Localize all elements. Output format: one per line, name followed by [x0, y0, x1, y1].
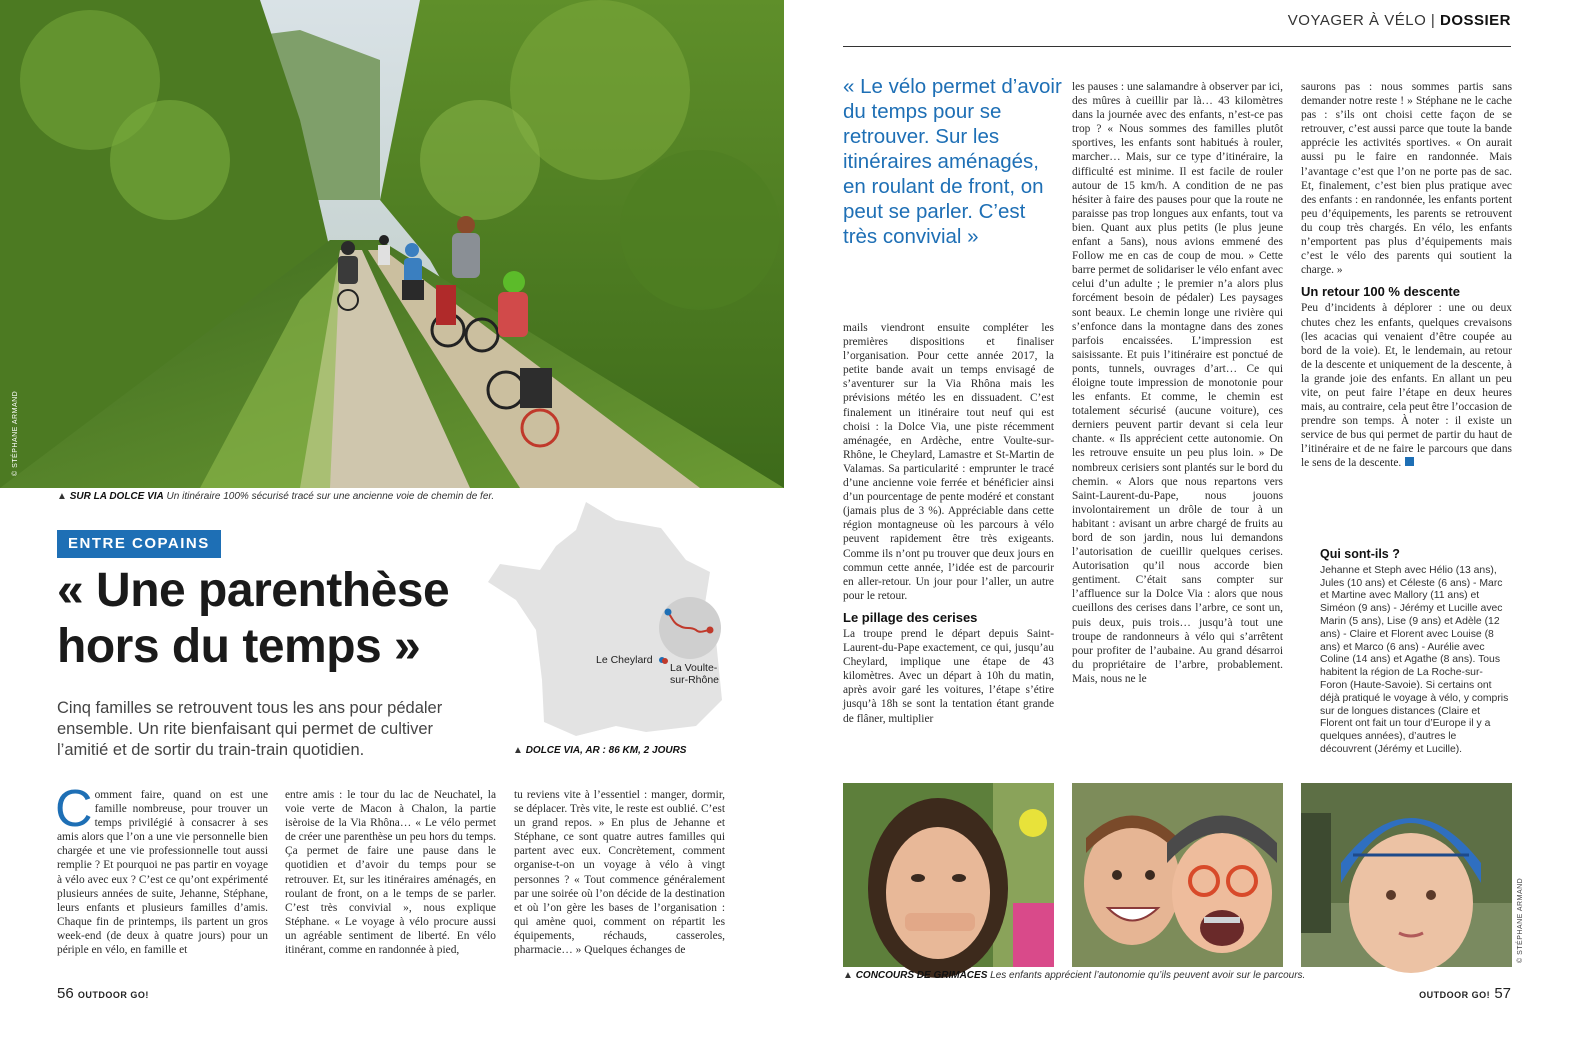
boys-faces-illustration	[1072, 783, 1283, 967]
photo-grimace-2	[1072, 783, 1283, 967]
running-header	[1288, 12, 1511, 29]
map-caption	[513, 745, 686, 756]
subhead-cherries: Le pillage des cerises	[843, 609, 978, 625]
column-4-text-b: La troupe prend le départ depuis Saint-Laurent-du-Pape exactement, ce qui, jusqu’au Cheylard, implique une étape de 43 kilomètres. Avec un départ à 10h du matin, après avoir garé les voitures, l’étape s’étire jusqu’à 18h se sont la tentation étant grande de flâner, multiplier	[843, 627, 1054, 725]
page-number-right: 57	[1494, 985, 1511, 1002]
article-headline: « Une parenthèse hors du temps »	[57, 564, 450, 673]
map-caption-label: DOLCE VIA, AR : 86 KM, 2 JOURS	[525, 745, 687, 756]
girl-helmet-illustration	[1301, 783, 1512, 967]
header-separator: |	[1430, 12, 1436, 29]
column-2-text: entre amis : le tour du lac de Neuchatel, la voie verte de Macon à Chalon, la partie isèroise de la Via Rhôna… « Le vélo permet de créer une parenthèse un peu hors du temps. Ça permet de faire une pause dans le quotidien et d’avoir du temps pour se retrouver. Et, sur les itinéraires aménagés, en roulant de front, on a le temps de se parler. C’est très convivial », nous explique Stéphane. « Le voyage à vélo procure aussi un agréable sentiment de liberté. En vélo itinérant, comme en randonnée à pied,	[285, 789, 496, 957]
magazine-name-right: OUTDOOR GO!	[1419, 990, 1491, 1000]
pull-quote: « Le vélo permet d’avoir du temps pour se retrouver. Sur les itinéraires aménagés, en roulant de front, on peut se parler. C’est très convivial »	[843, 75, 1062, 248]
who-text: Jehanne et Steph avec Hélio (13 ans), Jules (10 ans) et Céleste (6 ans) - Marc et Martine avec Mallory (11 ans) et Siméon (9 ans) - Jérémy et Lucille avec Marin (5 ans), Lise (9 ans) et Adèle (12 ans) - Claire et Florent avec Louise (8 ans) et Marco (6 ans) - Aurélie avec Coline (14 ans) et Agathe (8 ans). Tous habitent la région de La Roche-sur-Foron (Haute-Savoie). Si certains ont déjà pratiqué le voyage à vélo, y compris sur de longues distances (Claire et Florent ont fait un tour d’Europe il y a quelques années), d’autres le découvrent (Jérémy et Lucille).	[1320, 564, 1509, 755]
hero-photo	[0, 0, 784, 488]
column-6-text-b: Peu d’incidents à déplorer : une ou deux chutes chez les enfants, quelques crevaisons (les acacias qui venaient d’être coupée au bord de la voie). Et, le lendemain, au retour de la descente et uniquement de la descente, à la grande joie des enfants. En allant un peu vite, on peut faire l’étape en deux heures mais, au contraire, cela peut être l’occasion de prendre son temps. À noter : il existe un service de bus qui permet de partir du haut de l’itinéraire et de ne faire le parcours que dans le sens de la descente.	[1301, 302, 1512, 470]
section-tag: ENTRE COPAINS	[57, 530, 221, 558]
article-column-1	[55, 780, 268, 957]
drop-cap: C	[55, 780, 93, 838]
photo-grimace-1	[843, 783, 1054, 967]
article-column-6	[1301, 80, 1512, 471]
triangle-icon: ▲	[57, 491, 67, 502]
article-lede: Cinq familles se retrouvent tous les ans pour pédaler ensemble. Un rite bienfaisant qui permet de cultiver l’amitié et de sortir du train-train quotidien.	[57, 699, 443, 759]
route-map	[486, 500, 730, 744]
header-section: VOYAGER À VÉLO	[1287, 12, 1427, 29]
header-rubric: DOSSIER	[1439, 12, 1511, 29]
hero-photo-credit: © STÉPHANE ARMAND	[12, 390, 19, 476]
triangle-icon: ▲	[513, 745, 523, 756]
thumbs-caption-text: Les enfants apprécient l’autonomie qu’ils peuvent avoir sur le parcours.	[990, 970, 1306, 981]
thumbs-photo-credit: © STÉPHANE ARMAND	[1517, 877, 1524, 963]
column-1-text: omment faire, quand on est une famille nombreuse, pour trouver un temps privilégié à consacrer à ses amis alors que l’on a une vie personnelle bien chargée et une vie professionnelle tout aussi remplie ? Et pourquoi ne pas partir en voyage à vélo avec eux ? C’est ce qu’ont expérimenté plusieurs années de suite, Jehanne, Stéphane, leurs enfants et plusieurs familles d’amis. Chaque fin de printemps, ils partent un gros week-end (de deux à quatre jours) pour un périple en vélo, en famille et	[57, 789, 268, 957]
thumbs-caption	[843, 970, 1305, 981]
article-column-2	[285, 788, 496, 957]
hero-caption	[57, 491, 494, 502]
folio-right	[1419, 985, 1511, 1002]
page-number-left: 56	[57, 985, 74, 1002]
article-column-3	[514, 788, 725, 957]
end-mark-icon	[1405, 457, 1414, 466]
thumbs-caption-label: CONCOURS DE GRIMACES	[855, 970, 988, 981]
column-3-text: tu reviens vite à l’essentiel : manger, dormir, se déplacer. Très vite, le reste est oublié. C’est un grand repos. » En plus de Jehanne et Stéphane, ce sont quatre autres familles qui partent avec eux. Concrètement, comment organise-t-on un voyage à vélo à vingt personnes ? « Tout commence généralement par une soirée où l’on décide de la destination et où l’on gère les bases de l’organisation : qui amène quoi, comment on répartit les équipements, réchauds, casseroles, pharmacie… » Quelques échanges de	[514, 789, 725, 957]
hero-caption-label: SUR LA DOLCE VIA	[69, 491, 164, 502]
triangle-icon: ▲	[843, 970, 853, 981]
hero-photo-illustration	[0, 0, 784, 488]
magazine-name-left: OUTDOOR GO!	[77, 990, 149, 1000]
who-title: Qui sont-ils ?	[1320, 547, 1400, 561]
map-label-end-line2: sur-Rhône	[670, 674, 720, 686]
subhead-descent: Un retour 100 % descente	[1301, 284, 1460, 300]
article-column-5	[1072, 80, 1283, 686]
france-map-illustration	[486, 500, 730, 744]
map-label-end-line1: La Voulte-	[670, 662, 718, 674]
who-are-they-box	[1320, 548, 1510, 757]
column-5-text: les pauses : une salamandre à observer par ici, des mûres à cueillir par là… 43 kilomètres dans la journée avec des enfants, n’est-ce pas trop ? « Nous sommes des familles plutôt sportives, les enfants sont habitués à rouler, marcher… Mais, sur ce type d’itinéraire, la difficulté est minime. Il est facile de rouler autour de 15 km/h. A condition de ne pas hésiter à faire des pauses pour que la route ne paraisse pas trop longues aux enfants, tout va bien. Quant aux plus petits (le plus jeune enfant a 5ans), nous avions emmené des Follow me en cas de coup de mou. » Cette barre permet de solidariser le vélo enfant avec celui d’un adulte ; le premier n’a alors plus forcément besoin de pédaler) Les paysages sont beaux. Le chemin longe une rivière qui s’enfonce dans la montagne dans des zones parfois encaissées. L’impression est saisissante. Et puis l’itinéraire est ponctué de ponts, tunnels, ouvrages d’art… Ce qui éloigne toute impression de monotonie pour les enfants. Et comme, le chemin est totalement sécurisé (aucune voiture), ces derniers peuvent partir devant si cela leur chante. « Ils apprécient cette autonomie. On les retrouve ensuite un peu plus loin. » De nombreux cerisiers sont plantés sur le bord du chemin. « Alors que nous repartons vers Saint-Laurent-du-Pape, nous jouons involontairement un drôle de tour à un habitant : avisant un arbre chargé de fruits au bord de son jardin, nous lui demandons l’autorisation de cueillir quelques cerises. Autorisation qu’il nous accorde bien gentiment. C’était sans compter sur l’affluence sur la Dolce Via : alors que nous cueillons des cerises dans l’arbre, ce sont un, puis deux, puis trois… jusqu’à tout une troupe de randonneurs à vélo qui s’arrêtent pour profiter de l’aubaine. Au grand désarroi du propriétaire de l’arbre, probablement. Mais, nous ne le	[1072, 81, 1283, 685]
map-label-end	[670, 662, 719, 686]
photo-grimace-3	[1301, 783, 1524, 967]
girl-face-illustration	[843, 783, 1054, 967]
map-label-start: Le Cheylard	[596, 654, 653, 666]
header-rule	[843, 46, 1511, 47]
hero-caption-text: Un itinéraire 100% sécurisé tracé sur une ancienne voie de chemin de fer.	[166, 491, 495, 502]
column-6-text-a: saurons pas : nous sommes partis sans demander notre reste ! » Stéphane ne le cache pas : s’ils ont choisi cette façon de se retrouver, c’est aussi parce que toute la bande apprécie les activités sportives. « On aurait aussi pu le faire en randonnée. Mais l’avantage c’est que l’on ne porte pas de sac. Et, finalement, c’est bien plus pratique avec des enfants : en randonnée, les enfants portent peu d’équipements, les parents se retrouvent du coup très chargés. En vélo, les enfants n’emportent pas plus d’équipements mais c’est le vélo des parents qui soutient la charge. »	[1301, 81, 1512, 277]
folio-left	[57, 985, 149, 1002]
column-4-text-a: mails viendront ensuite compléter les premières dispositions et finaliser l’organisation. Pour cette année 2017, la petite bande avait un temps envisagé de s’aventurer sur la Via Rhôna mais les prévisions météo les en dissuadent. C’est finalement un itinéraire tout neuf qui est choisi : la Dolce Via, une piste récemment aménagée, en Ardèche, entre Voulte-sur-Rhône, le Cheylard, Lamastre et St-Martin de Valamas. Sa particularité : emprunter le tracé d’une ancienne voie ferrée et bénéficier ainsi d’un pourcentage de pente modéré et constant (jamais plus de 3 %). Appréciable dans cette région montagneuse où les parcours à vélo peuvent rapidement être très exigeants. Comme ils n’ont pu trouver que deux jours en commun cette année, l’idée est de parcourir en aller-retour. Un jour pour l’aller, un autre pour le retour.	[843, 322, 1054, 602]
article-column-4	[843, 321, 1054, 726]
